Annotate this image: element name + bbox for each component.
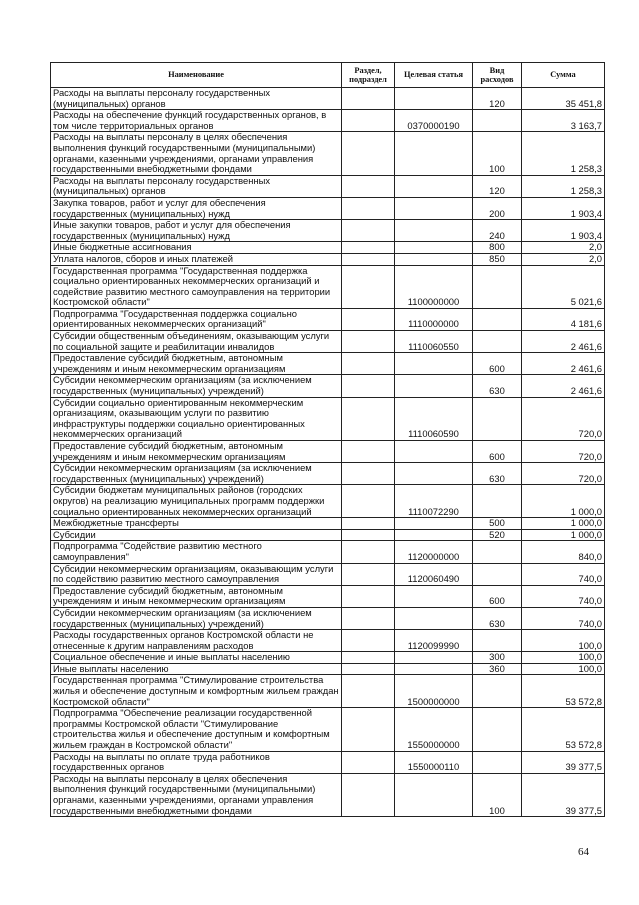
row-type: 360 <box>473 663 522 675</box>
row-target <box>395 220 473 242</box>
table-row <box>51 353 605 375</box>
table-row <box>51 397 605 440</box>
table-row <box>51 563 605 585</box>
table-row <box>51 708 605 751</box>
table-row <box>51 663 605 675</box>
row-sum: 39 377,5 <box>522 773 605 816</box>
row-name: Подпрограмма "Обеспечение реализации государственной программы Костромской области "Стимулирование строительства жилья и обеспечение доступным и комфортным жильем граждан в Костромской области" <box>51 708 342 751</box>
row-target <box>395 253 473 265</box>
row-sum: 1 000,0 <box>522 518 605 530</box>
row-section <box>342 375 395 397</box>
header-target: Целевая статья <box>395 63 473 88</box>
row-name: Субсидии социально ориентированным некоммерческим организациям, оказывающим услуги по развитию инфраструктуры поддержки социально ориентированных некоммерческих организаций <box>51 397 342 440</box>
row-type: 300 <box>473 652 522 664</box>
row-name: Уплата налогов, сборов и иных платежей <box>51 253 342 265</box>
row-target <box>395 375 473 397</box>
row-section <box>342 563 395 585</box>
row-target <box>395 463 473 485</box>
row-type: 600 <box>473 441 522 463</box>
row-section <box>342 541 395 563</box>
row-name: Субсидии некоммерческим организациям (за исключением государственных (муниципальных) учреждений) <box>51 375 342 397</box>
row-target: 1110060590 <box>395 397 473 440</box>
row-name: Предоставление субсидий бюджетным, автономным учреждениям и иным некоммерческим организациям <box>51 441 342 463</box>
row-name: Подпрограмма "Содействие развитию местного самоуправления" <box>51 541 342 563</box>
table-row <box>51 220 605 242</box>
row-target: 1120060490 <box>395 563 473 585</box>
row-sum: 740,0 <box>522 563 605 585</box>
row-name: Расходы на выплаты персоналу государственных (муниципальных) органов <box>51 175 342 197</box>
row-target <box>395 607 473 629</box>
row-type: 120 <box>473 175 522 197</box>
budget-table <box>50 62 605 817</box>
row-target <box>395 441 473 463</box>
row-sum: 4 181,6 <box>522 308 605 330</box>
table-row <box>51 253 605 265</box>
table-row <box>51 175 605 197</box>
row-name: Расходы на выплаты персоналу государственных (муниципальных) органов <box>51 88 342 110</box>
row-name: Государственная программа "Стимулирование строительства жилья и обеспечение доступным и комфортным жильем граждан Костромской области" <box>51 675 342 708</box>
row-target: 1550000000 <box>395 708 473 751</box>
row-type: 100 <box>473 773 522 816</box>
row-section <box>342 308 395 330</box>
row-section <box>342 88 395 110</box>
row-target <box>395 132 473 175</box>
row-type: 630 <box>473 607 522 629</box>
row-target <box>395 585 473 607</box>
table-row <box>51 652 605 664</box>
row-name: Иные выплаты населению <box>51 663 342 675</box>
row-name: Государственная программа "Государственная поддержка социально ориентированных некоммерческих организаций и содействие развитию местного самоуправления на территории Костромской области" <box>51 265 342 308</box>
row-name: Закупка товаров, работ и услуг для обеспечения государственных (муниципальных) нужд <box>51 197 342 219</box>
table-row <box>51 110 605 132</box>
row-sum: 100,0 <box>522 663 605 675</box>
row-type: 500 <box>473 518 522 530</box>
row-name: Предоставление субсидий бюджетным, автономным учреждениям и иным некоммерческим организациям <box>51 585 342 607</box>
row-section <box>342 463 395 485</box>
table-row <box>51 88 605 110</box>
row-name: Социальное обеспечение и иные выплаты населению <box>51 652 342 664</box>
row-section <box>342 242 395 254</box>
row-section <box>342 253 395 265</box>
row-name: Иные закупки товаров, работ и услуг для обеспечения государственных (муниципальных) нужд <box>51 220 342 242</box>
row-name: Субсидии бюджетам муниципальных районов (городских округов) на реализацию муниципальных программ поддержки социально ориентированных некоммерческих организаций <box>51 485 342 518</box>
table-row <box>51 675 605 708</box>
page-number: 64 <box>578 846 589 858</box>
table-row <box>51 541 605 563</box>
row-name: Расходы на выплаты по оплате труда работников государственных органов <box>51 751 342 773</box>
row-section <box>342 518 395 530</box>
row-sum: 1 000,0 <box>522 485 605 518</box>
row-target: 1110000000 <box>395 308 473 330</box>
table-row <box>51 607 605 629</box>
row-sum: 1 903,4 <box>522 197 605 219</box>
row-section <box>342 485 395 518</box>
row-name: Подпрограмма "Государственная поддержка социально ориентированных некоммерческих организаций" <box>51 308 342 330</box>
row-section <box>342 132 395 175</box>
table-row <box>51 518 605 530</box>
table-row <box>51 331 605 353</box>
table-header-row <box>51 63 605 88</box>
row-target: 1110060550 <box>395 331 473 353</box>
row-sum: 1 000,0 <box>522 529 605 541</box>
row-type: 100 <box>473 132 522 175</box>
row-type <box>473 675 522 708</box>
row-name: Субсидии некоммерческим организациям (за исключением государственных (муниципальных) учреждений) <box>51 607 342 629</box>
row-type <box>473 265 522 308</box>
table-row <box>51 308 605 330</box>
row-target <box>395 529 473 541</box>
row-sum: 1 258,3 <box>522 132 605 175</box>
row-sum: 2 461,6 <box>522 353 605 375</box>
row-target: 1500000000 <box>395 675 473 708</box>
row-name: Расходы на выплаты персоналу в целях обеспечения выполнения функций государственными (муниципальными) органами, казенными учреждениями, органами управления государственными внебюджетными фондами <box>51 132 342 175</box>
row-type <box>473 331 522 353</box>
row-sum: 53 572,8 <box>522 675 605 708</box>
row-type: 630 <box>473 375 522 397</box>
row-type <box>473 110 522 132</box>
row-type: 240 <box>473 220 522 242</box>
row-type: 520 <box>473 529 522 541</box>
table-row <box>51 242 605 254</box>
table-row <box>51 463 605 485</box>
row-type <box>473 397 522 440</box>
row-type <box>473 485 522 518</box>
header-name: Наименование <box>51 63 342 88</box>
row-type <box>473 630 522 652</box>
row-sum: 100,0 <box>522 630 605 652</box>
table-row <box>51 197 605 219</box>
row-sum: 720,0 <box>522 397 605 440</box>
row-sum: 2 461,6 <box>522 375 605 397</box>
row-sum: 53 572,8 <box>522 708 605 751</box>
row-target <box>395 175 473 197</box>
row-name: Иные бюджетные ассигнования <box>51 242 342 254</box>
row-name: Расходы на обеспечение функций государственных органов, в том числе территориальных органов <box>51 110 342 132</box>
table-row <box>51 585 605 607</box>
row-sum: 1 903,4 <box>522 220 605 242</box>
row-target: 1120000000 <box>395 541 473 563</box>
row-target: 1100000000 <box>395 265 473 308</box>
row-type: 120 <box>473 88 522 110</box>
row-section <box>342 663 395 675</box>
table-row <box>51 265 605 308</box>
table-row <box>51 485 605 518</box>
row-section <box>342 197 395 219</box>
row-type <box>473 308 522 330</box>
row-target: 1120099990 <box>395 630 473 652</box>
row-type: 600 <box>473 353 522 375</box>
row-target <box>395 652 473 664</box>
table-row <box>51 630 605 652</box>
row-type <box>473 751 522 773</box>
row-sum: 100,0 <box>522 652 605 664</box>
row-type: 600 <box>473 585 522 607</box>
row-type: 850 <box>473 253 522 265</box>
row-section <box>342 220 395 242</box>
row-type <box>473 563 522 585</box>
row-section <box>342 265 395 308</box>
table-row <box>51 529 605 541</box>
row-section <box>342 675 395 708</box>
table-body <box>51 88 605 817</box>
table-row <box>51 375 605 397</box>
row-target <box>395 242 473 254</box>
row-section <box>342 585 395 607</box>
row-target: 1550000110 <box>395 751 473 773</box>
row-name: Субсидии некоммерческим организациям, оказывающим услуги по содействию развитию местного самоуправления <box>51 563 342 585</box>
header-section: Раздел, подраздел <box>342 63 395 88</box>
row-type: 800 <box>473 242 522 254</box>
row-target <box>395 88 473 110</box>
table-row <box>51 441 605 463</box>
row-sum: 5 021,6 <box>522 265 605 308</box>
row-type <box>473 708 522 751</box>
row-type <box>473 541 522 563</box>
row-type: 630 <box>473 463 522 485</box>
row-section <box>342 353 395 375</box>
row-name: Расходы государственных органов Костромской области не отнесенные к другим направлениям расходов <box>51 630 342 652</box>
row-sum: 840,0 <box>522 541 605 563</box>
row-section <box>342 607 395 629</box>
row-section <box>342 331 395 353</box>
header-sum: Сумма <box>522 63 605 88</box>
row-section <box>342 441 395 463</box>
table-row <box>51 132 605 175</box>
row-target <box>395 663 473 675</box>
row-name: Субсидии некоммерческим организациям (за исключением государственных (муниципальных) учреждений) <box>51 463 342 485</box>
row-sum: 35 451,8 <box>522 88 605 110</box>
row-section <box>342 708 395 751</box>
row-section <box>342 110 395 132</box>
row-sum: 39 377,5 <box>522 751 605 773</box>
row-name: Субсидии общественным объединениям, оказывающим услуги по социальной защите и реабилитации инвалидов <box>51 331 342 353</box>
table-row <box>51 751 605 773</box>
table-row <box>51 773 605 816</box>
row-target: 1110072290 <box>395 485 473 518</box>
row-section <box>342 397 395 440</box>
row-target <box>395 773 473 816</box>
row-sum: 3 163,7 <box>522 110 605 132</box>
row-sum: 720,0 <box>522 441 605 463</box>
row-sum: 2,0 <box>522 242 605 254</box>
row-section <box>342 751 395 773</box>
row-sum: 2 461,6 <box>522 331 605 353</box>
row-target <box>395 197 473 219</box>
row-name: Предоставление субсидий бюджетным, автономным учреждениям и иным некоммерческим организациям <box>51 353 342 375</box>
row-target <box>395 518 473 530</box>
row-sum: 740,0 <box>522 585 605 607</box>
row-sum: 2,0 <box>522 253 605 265</box>
row-section <box>342 529 395 541</box>
header-type: Вид расходов <box>473 63 522 88</box>
row-section <box>342 630 395 652</box>
row-sum: 740,0 <box>522 607 605 629</box>
row-name: Расходы на выплаты персоналу в целях обеспечения выполнения функций государственными (муниципальными) органами, казенными учреждениями, органами управления государственными внебюджетными фондами <box>51 773 342 816</box>
row-sum: 720,0 <box>522 463 605 485</box>
row-section <box>342 175 395 197</box>
row-target: 0370000190 <box>395 110 473 132</box>
row-section <box>342 652 395 664</box>
row-target <box>395 353 473 375</box>
row-section <box>342 773 395 816</box>
row-type: 200 <box>473 197 522 219</box>
row-name: Субсидии <box>51 529 342 541</box>
row-sum: 1 258,3 <box>522 175 605 197</box>
row-name: Межбюджетные трансферты <box>51 518 342 530</box>
